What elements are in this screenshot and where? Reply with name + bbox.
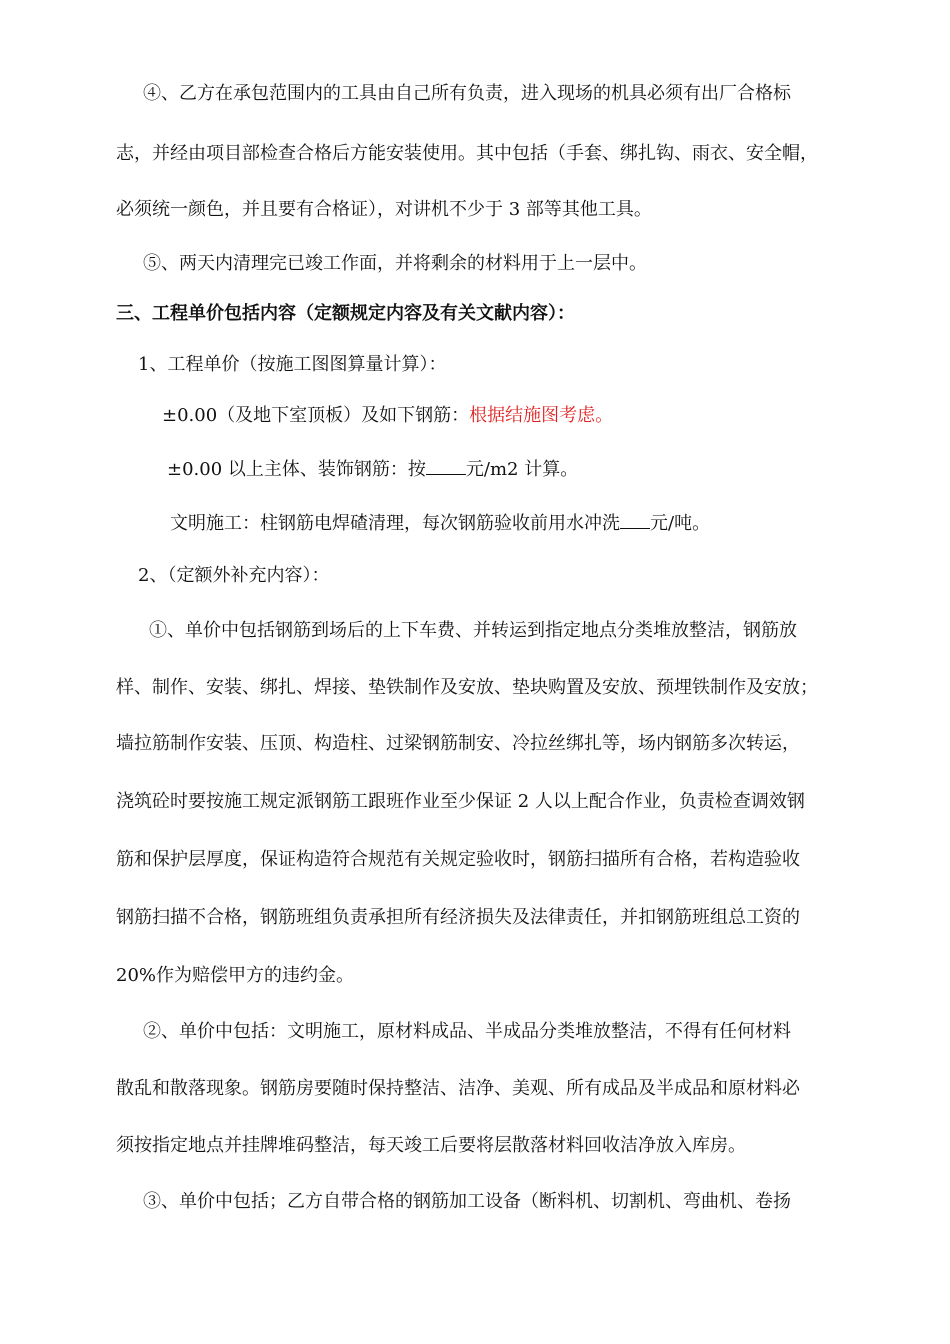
paragraph-line: 墙拉筋制作安装、压顶、构造柱、过梁钢筋制安、冷拉丝绑扎等，场内钢筋多次转运， [116, 733, 800, 754]
paragraph-line: 浇筑砼时要按施工规定派钢筋工跟班作业至少保证 2 人以上配合作业，负责检查调效钢 [116, 791, 805, 812]
price-line-text: ±0.00 以上主体、装饰钢筋：按 [167, 459, 426, 480]
subsection-heading: 2、（定额外补充内容）： [138, 565, 330, 586]
paragraph-line: ①、单价中包括钢筋到场后的上下车费、并转运到指定地点分类堆放整洁，钢筋放 [149, 620, 797, 641]
paragraph-line: ②、单价中包括：文明施工，原材料成品、半成品分类堆放整洁，不得有任何材料 [143, 1021, 791, 1042]
price-line-unit: 元/吨。 [650, 513, 711, 534]
price-line-unit: 元/m2 计算。 [465, 459, 579, 480]
price-line-civilized [170, 510, 710, 536]
subsection-heading: 1、工程单价（按施工图图算量计算）： [138, 354, 447, 375]
blank-underline [426, 456, 466, 475]
paragraph-line: 筋和保护层厚度，保证构造符合规范有关规定验收时，钢筋扫描所有合格，若构造验收 [116, 849, 800, 870]
paragraph-line: 志，并经由项目部检查合格后方能安装使用。其中包括（手套、绑扎钩、雨衣、安全帽， [116, 143, 818, 164]
section-heading: 三、工程单价包括内容（定额规定内容及有关文献内容）： [116, 303, 575, 324]
paragraph-line: 必须统一颜色，并且要有合格证），对讲机不少于 3 部等其他工具。 [116, 199, 652, 220]
price-line-basement [162, 404, 613, 428]
paragraph-line: 钢筋扫描不合格，钢筋班组负责承担所有经济损失及法律责任，并扣钢筋班组总工资的 [116, 907, 800, 928]
paragraph-line: 散乱和散落现象。钢筋房要随时保持整洁、洁净、美观、所有成品及半成品和原材料必 [116, 1078, 800, 1099]
highlighted-note: 根据结施图考虑。 [469, 405, 614, 426]
paragraph-line: ③、单价中包括；乙方自带合格的钢筋加工设备（断料机、切割机、弯曲机、卷扬 [143, 1191, 791, 1212]
price-line-structure [167, 456, 578, 482]
paragraph-line: ④、乙方在承包范围内的工具由自己所有负责，进入现场的机具必须有出厂合格标 [143, 83, 791, 104]
paragraph-line: ⑤、两天内清理完已竣工作面，并将剩余的材料用于上一层中。 [143, 253, 647, 274]
paragraph-line: 样、制作、安装、绑扎、焊接、垫铁制作及安放、垫块购置及安放、预埋铁制作及安放； [116, 677, 818, 698]
price-line-text: 文明施工：柱钢筋电焊碴清理，每次钢筋验收前用水冲洗 [170, 513, 620, 534]
blank-underline [620, 510, 650, 529]
paragraph-line: 20%作为赔偿甲方的违约金。 [116, 965, 355, 986]
paragraph-line: 须按指定地点并挂牌堆码整洁，每天竣工后要将层散落材料回收洁净放入库房。 [116, 1135, 746, 1156]
price-line-text: ±0.00（及地下室顶板）及如下钢筋： [162, 405, 470, 426]
